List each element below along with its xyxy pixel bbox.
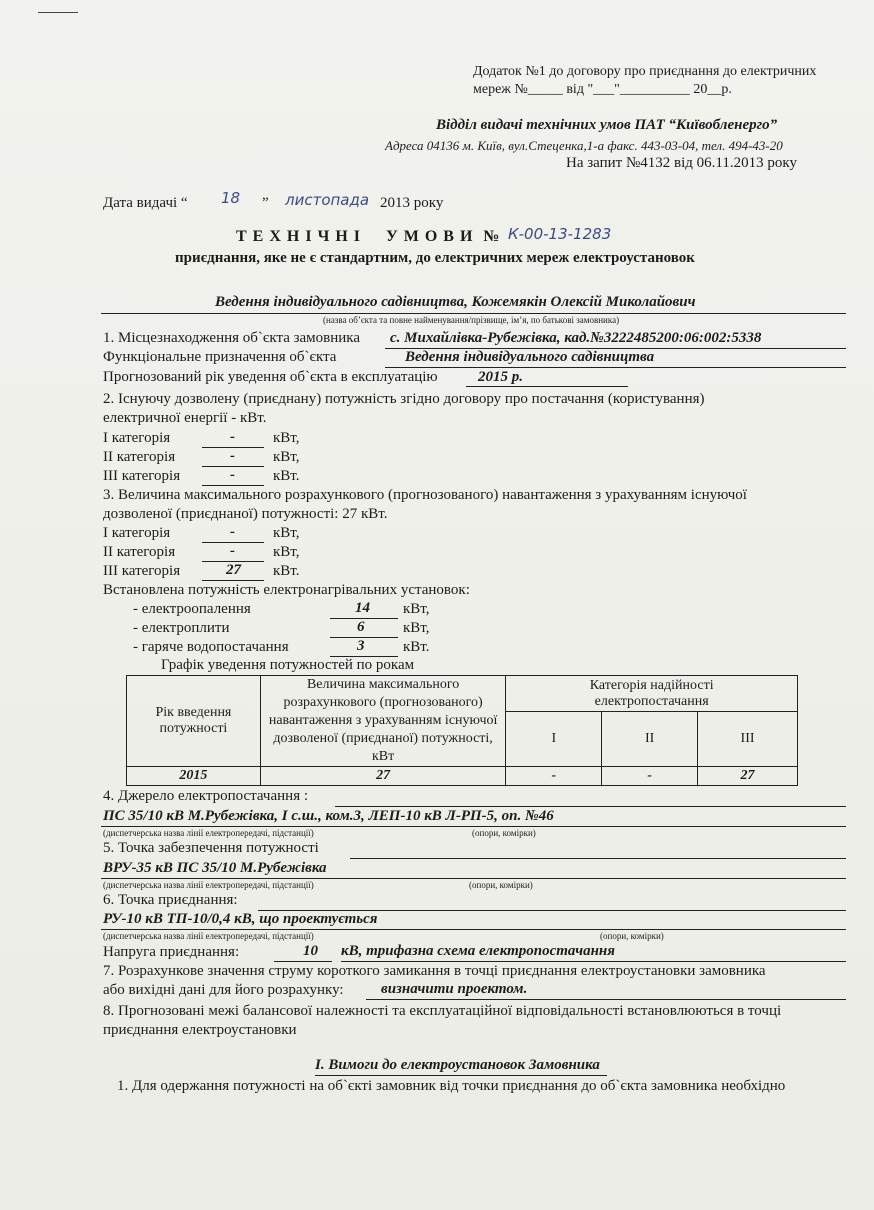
header-cat-iii: III: [698, 712, 798, 767]
document-title: Т Е Х Н І Ч Н І У М О В И №: [236, 228, 501, 245]
function-label: Функціональне призначення об`єкта: [103, 349, 337, 365]
connection-point-caption-left: (диспетчерська назва лінії електропередачі, підстанції): [103, 931, 314, 941]
issue-date-day: 18: [221, 189, 241, 207]
header-category: Категорія надійності електропостачання: [506, 676, 798, 712]
voltage-tail: кВ, трифазна схема електропостачання: [341, 943, 615, 959]
connection-point-underline: [101, 929, 846, 930]
appendix-line-1: Додаток №1 до договору про приєднання до електричних: [473, 64, 817, 79]
supply-source-caption-right: (опори, комірки): [472, 828, 536, 838]
max-cat-2-unit: кВт,: [273, 544, 300, 560]
department-address: Адреса 04136 м. Київ, вул.Стеценка,1-а факс. 443-03-04, тел. 494-43-20: [385, 138, 783, 153]
boundary-line-2: приєднання електроустановки: [103, 1022, 297, 1038]
issue-date-prefix: Дата видачі “: [103, 195, 188, 211]
customer-caption: (назва об’єкта та повне найменування/прізвище, ім’я, по батькові замовника): [323, 315, 620, 325]
row-cat-i: -: [506, 767, 602, 786]
header-cat-i: I: [506, 712, 602, 767]
header-load: Величина максимального розрахункового (прогнозованого) навантаження з урахуванням існуючої дозволеної (приєднаної) потужності, кВт: [260, 676, 506, 767]
heating-3-value: 3: [357, 638, 365, 654]
short-circuit-underline: [366, 999, 846, 1000]
power-point-caption-left: (диспетчерська назва лінії електропередачі, підстанції): [103, 880, 314, 890]
voltage-underline: [274, 961, 332, 962]
part-1-title-underline: [315, 1075, 607, 1076]
commission-year-value: 2015 р.: [478, 369, 523, 385]
existing-cat-2-unit: кВт,: [273, 449, 300, 465]
heating-1-unit: кВт,: [403, 601, 430, 617]
existing-power-line-2: електричної енергії - кВт.: [103, 410, 267, 426]
commission-year-label: Прогнозований рік уведення об`єкта в експлуатацію: [103, 369, 438, 385]
connection-point-label: 6. Точка приєднання:: [103, 892, 238, 908]
schedule-title: Графік уведення потужностей по рокам: [161, 657, 415, 673]
supply-source-top-line: [335, 806, 846, 807]
voltage-label: Напруга приєднання:: [103, 944, 240, 960]
supply-source-caption-left: (диспетчерська назва лінії електропередачі, підстанції): [103, 828, 314, 838]
boundary-line-1: 8. Прогнозовані межі балансової належності та експлуатаційної відповідальності встановлюються в точці: [103, 1003, 782, 1019]
existing-cat-3-unit: кВт.: [273, 468, 300, 484]
power-point-underline: [101, 878, 846, 879]
heating-3-unit: кВт.: [403, 639, 430, 655]
part-1-line-1: 1. Для одержання потужності на об`єкті замовник від точки приєднання до об`єкта замовника необхідно: [117, 1078, 786, 1094]
commission-year-underline: [466, 386, 628, 387]
supply-source-label: 4. Джерело електропостачання :: [103, 788, 309, 804]
department-title: Відділ видачі технічних умов ПАТ “Київобленерго”: [436, 117, 778, 133]
header-year: Рік введення потужності: [127, 676, 261, 767]
voltage-tail-underline: [341, 961, 846, 962]
max-load-line-2: дозволеної (приєднаної) потужності: 27 кВт.: [103, 506, 388, 522]
voltage-value: 10: [303, 943, 318, 959]
existing-cat-1-label: I категорія: [103, 430, 171, 446]
heating-title: Встановлена потужність електронагрівальних установок:: [103, 582, 470, 598]
supply-source-value: ПС 35/10 кВ М.Рубежівка, І с.ш., ком.3, ЛЕП-10 кВ Л-РП-5, оп. №46: [103, 808, 554, 824]
connection-point-caption-right: (опори, комірки): [600, 931, 664, 941]
part-1-title: І. Вимоги до електроустановок Замовника: [315, 1057, 600, 1073]
customer-underline: [101, 313, 846, 314]
short-circuit-line-2-value: визначити проектом.: [381, 981, 528, 997]
existing-cat-3-label: III категорія: [103, 468, 181, 484]
existing-cat-2-value: -: [230, 448, 235, 464]
issue-date-year: 2013 року: [380, 195, 444, 211]
existing-cat-1-value: -: [230, 429, 235, 445]
request-reference: На запит №4132 від 06.11.2013 року: [566, 155, 797, 171]
max-cat-3-label: III категорія: [103, 563, 181, 579]
function-underline: [385, 367, 846, 368]
power-schedule-table: [126, 675, 798, 786]
document-subtitle: приєднання, яке не є стандартним, до електричних мереж електроустановок: [175, 250, 695, 266]
heating-1-value: 14: [355, 600, 370, 616]
connection-point-value: РУ-10 кВ ТП-10/0,4 кВ, що проектується: [103, 911, 378, 927]
short-circuit-line-1: 7. Розрахункове значення струму короткого замикання в точці приєднання електроустановки замовника: [103, 963, 766, 979]
header-cat-ii: II: [602, 712, 698, 767]
max-cat-3-underline: [202, 580, 264, 581]
power-point-label: 5. Точка забезпечення потужності: [103, 840, 319, 856]
max-cat-1-label: I категорія: [103, 525, 171, 541]
existing-cat-3-value: -: [230, 467, 235, 483]
supply-source-underline: [101, 826, 846, 827]
row-year: 2015: [127, 767, 261, 786]
appendix-line-2: мереж №_____ від "___"__________ 20__р.: [473, 82, 732, 97]
existing-power-line-1: 2. Існуючу дозволену (приєднану) потужність згідно договору про постачання (користування): [103, 391, 705, 407]
existing-cat-3-underline: [202, 485, 264, 486]
pen-stroke-mark: [38, 12, 78, 13]
row-load: 27: [260, 767, 506, 786]
row-cat-ii: -: [602, 767, 698, 786]
issue-date-quote: ”: [262, 195, 269, 211]
customer-name: Ведення індивідуального садівництва, Кожемякін Олексій Миколайович: [215, 294, 696, 310]
issue-date-month: листопада: [285, 191, 370, 209]
location-value: с. Михайлівка-Рубежівка, кад.№3222485200:06:002:5338: [390, 330, 762, 346]
max-cat-3-value: 27: [226, 562, 241, 578]
heating-2-value: 6: [357, 619, 365, 635]
heating-1-label: - електроопалення: [133, 601, 251, 617]
function-value: Ведення індивідуального садівництва: [405, 349, 655, 365]
max-cat-2-value: -: [230, 543, 235, 559]
heating-3-label: - гаряче водопостачання: [133, 639, 289, 655]
power-point-value: ВРУ-35 кВ ПС 35/10 М.Рубежівка: [103, 860, 327, 876]
existing-cat-1-unit: кВт,: [273, 430, 300, 446]
max-cat-2-label: II категорія: [103, 544, 176, 560]
short-circuit-line-2-label: або вихідні дані для його розрахунку:: [103, 982, 344, 998]
max-load-line-1: 3. Величина максимального розрахункового (прогнозованого) навантаження з урахуванням існуючої: [103, 487, 747, 503]
power-point-top-line: [350, 858, 846, 859]
power-point-caption-right: (опори, комірки): [469, 880, 533, 890]
location-label: 1. Місцезнаходження об`єкта замовника: [103, 330, 361, 346]
heating-2-unit: кВт,: [403, 620, 430, 636]
max-cat-3-unit: кВт.: [273, 563, 300, 579]
max-cat-1-value: -: [230, 524, 235, 540]
existing-cat-2-label: II категорія: [103, 449, 176, 465]
max-cat-1-unit: кВт,: [273, 525, 300, 541]
row-cat-iii: 27: [698, 767, 798, 786]
table-row: [127, 767, 798, 786]
document-number: К-00-13-1283: [508, 225, 612, 243]
heating-2-label: - електроплити: [133, 620, 230, 636]
